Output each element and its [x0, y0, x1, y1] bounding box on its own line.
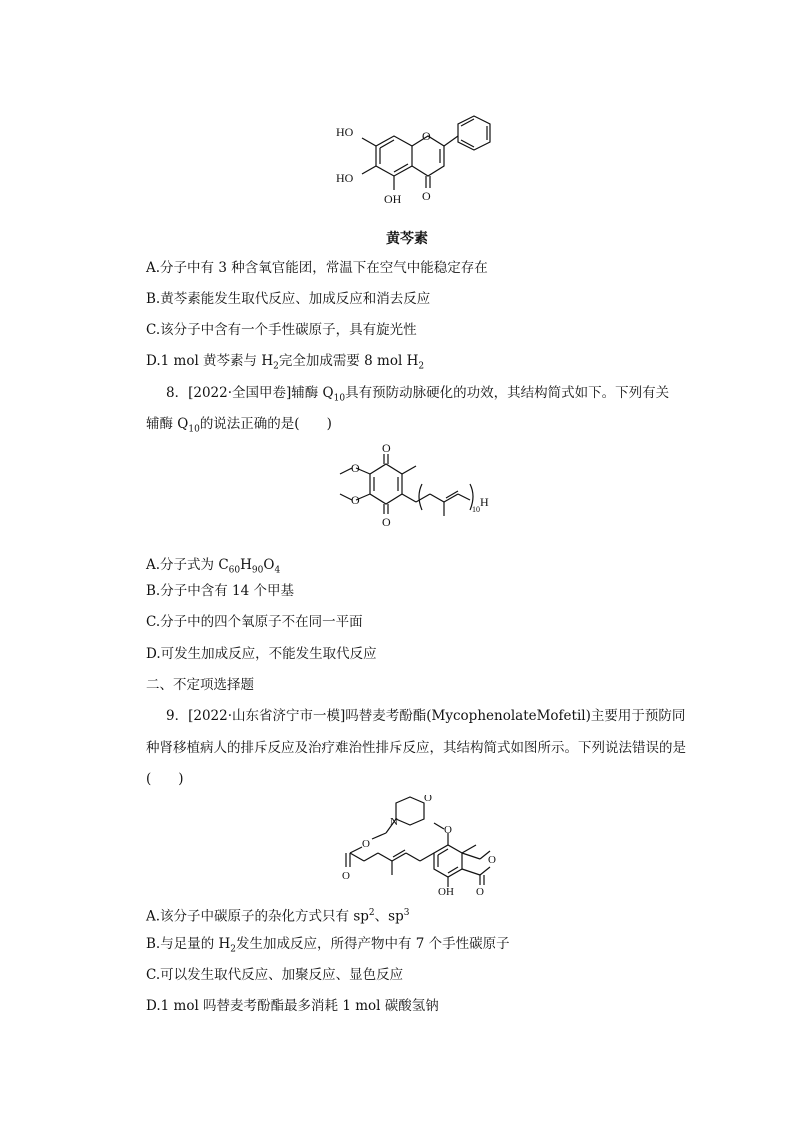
ho-label: HO: [336, 171, 354, 185]
o-label: O: [382, 441, 391, 455]
subscript: 90: [251, 565, 264, 576]
o-label: O: [444, 824, 452, 836]
q8-option-c: C.分子中的四个氧原子不在同一平面: [146, 614, 363, 630]
subscript: 2: [273, 361, 279, 372]
text: 的说法正确的是( ): [199, 416, 332, 432]
q7-option-d: [146, 351, 424, 377]
n-label: N: [390, 816, 398, 828]
subscript: 60: [228, 565, 241, 576]
q9-option-d: D.1 mol 吗替麦考酚酯最多消耗 1 mol 碳酸氢钠: [146, 998, 439, 1014]
text: A.该分子中碳原子的杂化方式只有 sp: [146, 908, 369, 925]
text: 发生加成反应，所得产物中有 7 个手性碳原子: [236, 936, 510, 952]
text: 8．[2022·全国甲卷]辅酶 Q: [166, 385, 334, 401]
o-label: O: [476, 886, 484, 895]
text: O: [263, 557, 275, 573]
q8-option-d: D.可发生加成反应，不能发生取代反应: [146, 646, 377, 662]
q8-option-b: B.分子中含有 14 个甲基: [146, 583, 294, 599]
keto-o-label: O: [422, 189, 431, 203]
superscript: 3: [403, 908, 410, 918]
mycophenolate-mofetil-structure: [330, 795, 530, 895]
q7-option-a: A.分子中有 3 种含氧官能团，常温下在空气中能稳定存在: [146, 260, 488, 276]
subscript: 10: [333, 393, 346, 404]
q9-option-c: C.可以发生取代反应、加聚反应、显色反应: [146, 967, 404, 983]
text: D.1 mol 黄芩素与 H: [146, 353, 274, 369]
text: 完全加成需要 8 mol H: [278, 353, 419, 369]
coenzyme-q10-structure: [330, 440, 500, 540]
text: 辅酶 Q: [146, 416, 189, 432]
q9-option-b: [146, 934, 510, 960]
section-title: 二、不定项选择题: [146, 677, 254, 693]
q8-stem-line2: [146, 414, 332, 440]
repeat-count-label: 10: [472, 505, 480, 514]
o-label: O: [362, 838, 370, 850]
o-label: O: [424, 795, 432, 804]
q8-stem-line1: [166, 383, 669, 409]
baicalein-structure: [330, 112, 500, 212]
text: B.与足量的 H: [146, 936, 231, 952]
q9-stem-line2: 种肾移植病人的排斥反应及治疗难治性排斥反应，其结构简式如图所示。下列说法错误的是: [146, 740, 686, 756]
q9-stem-line3: ( ): [146, 771, 184, 787]
text: 、sp: [374, 908, 404, 925]
q9-option-a: [146, 903, 409, 927]
q7-option-b: B.黄芩素能发生取代反应、加成反应和消去反应: [146, 291, 431, 307]
o-label: O: [342, 870, 350, 882]
o-label: O: [382, 515, 391, 529]
subscript: 10: [188, 424, 200, 435]
ring-o-label: O: [422, 129, 431, 143]
text: 具有预防动脉硬化的功效，其结构简式如下。下列有关: [345, 385, 670, 401]
q9-stem-line1: 9．[2022·山东省济宁市一模]吗替麦考酚酯(MycophenolateMofetil)主要用于预防同: [166, 708, 686, 724]
ho-label: HO: [336, 125, 354, 139]
oh-label: OH: [384, 192, 402, 206]
subscript: 2: [230, 944, 237, 955]
q8-option-a: [146, 555, 280, 581]
o-label: O: [351, 461, 360, 475]
figure-caption: 黄芩素: [386, 231, 428, 247]
superscript: 2: [368, 908, 375, 918]
subscript: 4: [274, 565, 281, 576]
oh-label: OH: [438, 886, 454, 895]
o-label: O: [488, 854, 496, 866]
o-label: O: [351, 493, 360, 507]
text: A.分子式为 C: [146, 557, 229, 573]
h-label: H: [480, 495, 489, 509]
subscript: 2: [418, 361, 425, 372]
text: H: [240, 557, 252, 573]
q7-option-c: C.该分子中含有一个手性碳原子，具有旋光性: [146, 322, 417, 338]
